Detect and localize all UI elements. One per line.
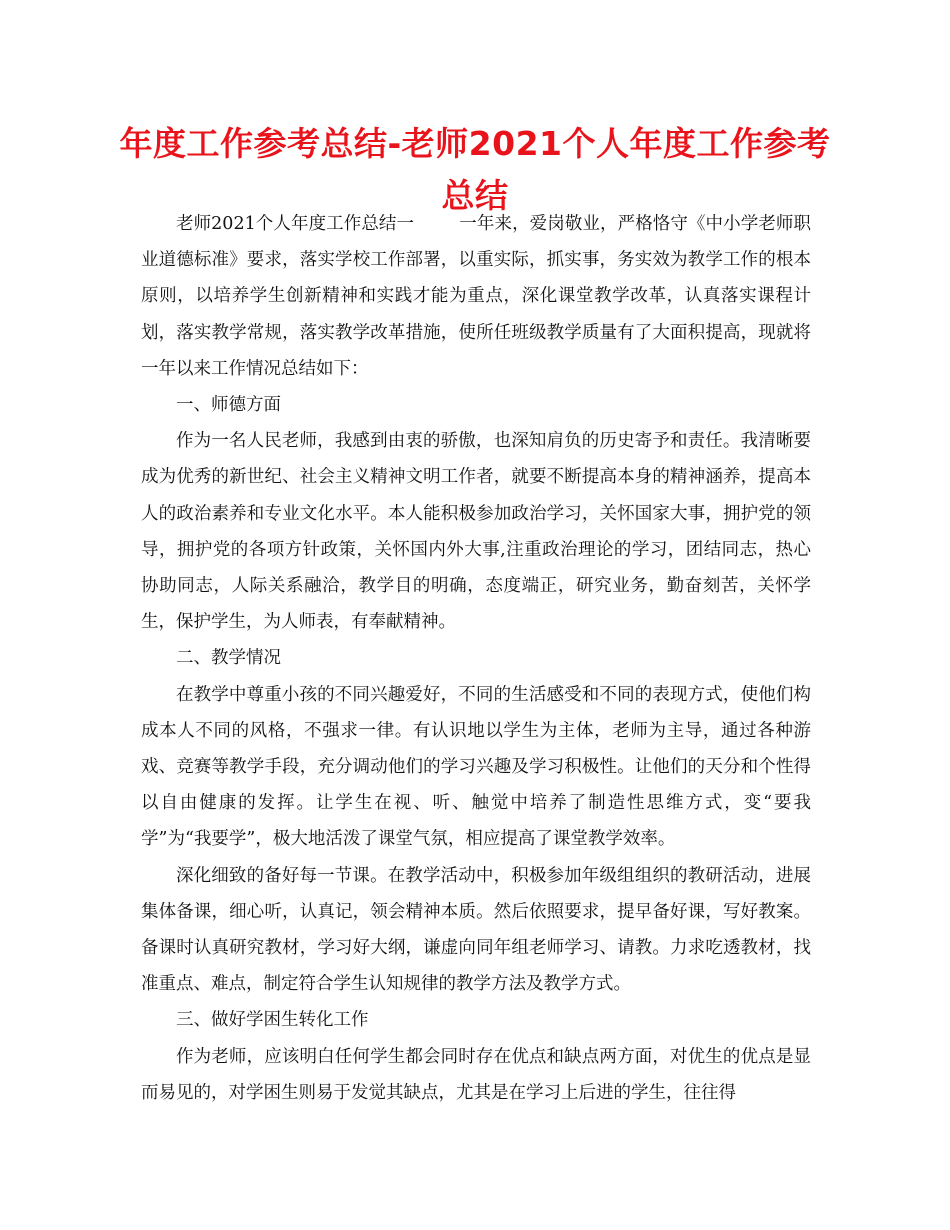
ethics-paragraph: 作为一名人民老师，我感到由衷的骄傲，也深知肩负的历史寄予和责任。我清晰要成为优秀的新世纪、社会主义精神文明工作者，就要不断提高本身的精神涵养，提高本人的政治素养和专业文化水平。本人能积极参加政治学习，关怀国家大事，拥护党的领导，拥护党的各项方针政策，关怀国内外大事,注重政治理论的学习，团结同志，热心协助同志，人际关系融洽，教学目的明确，态度端正，研究业务，勤奋刻苦，关怀学生，保护学生，为人师表，有奉献精神。 xyxy=(141,431,811,633)
section-heading-teaching: 二、教学情况 xyxy=(176,648,281,669)
struggling-students-paragraph: 作为老师，应该明白任何学生都会同时存在优点和缺点两方面，对优生的优点是显而易见的，对学困生则易于发觉其缺点，尤其是在学习上后进的学生，往往得 xyxy=(141,1046,811,1103)
teaching-paragraph-1: 在教学中尊重小孩的不同兴趣爱好，不同的生活感受和不同的表现方式，使他们构成本人不同的风格，不强求一律。有认识地以学生为主体，老师为主导，通过各种游戏、竞赛等教学手段，充分调动他们的学习兴趣及学习积极性。让他们的天分和个性得以自由健康的发挥。让学生在视、听、触觉中培养了制造性思维方式，变“要我学”为“我要学”，极大地活泼了课堂气氛，相应提高了课堂教学效率。 xyxy=(141,684,811,850)
intro-paragraph: 老师2021个人年度工作总结一 一年来，爱岗敬业，严格恪守《中小学老师职业道德标准》要求，落实学校工作部署，以重实际，抓实事，务实效为教学工作的根本原则，以培养学生创新精神和实践才能为重点，深化课堂教学改革，认真落实课程计划，落实教学常规，落实教学改革措施，使所任班级教学质量有了大面积提高，现就将一年以来工作情况总结如下： xyxy=(141,214,811,379)
section-heading-ethics: 一、师德方面 xyxy=(176,395,281,416)
document-title: 年度工作参考总结-老师2021个人年度工作参考总结 xyxy=(119,124,831,215)
teaching-paragraph-2: 深化细致的备好每一节课。在教学活动中，积极参加年级组组织的教研活动，进展集体备课，细心听，认真记，领会精神本质。然后依照要求，提早备好课，写好教案。备课时认真研究教材，学习好大纲，谦虚向同年组老师学习、请教。力求吃透教材，找准重点、难点，制定符合学生认知规律的教学方法及教学方式。 xyxy=(141,865,811,995)
document-body xyxy=(141,206,811,1111)
section-heading-struggling-students: 三、做好学困生转化工作 xyxy=(176,1010,369,1031)
